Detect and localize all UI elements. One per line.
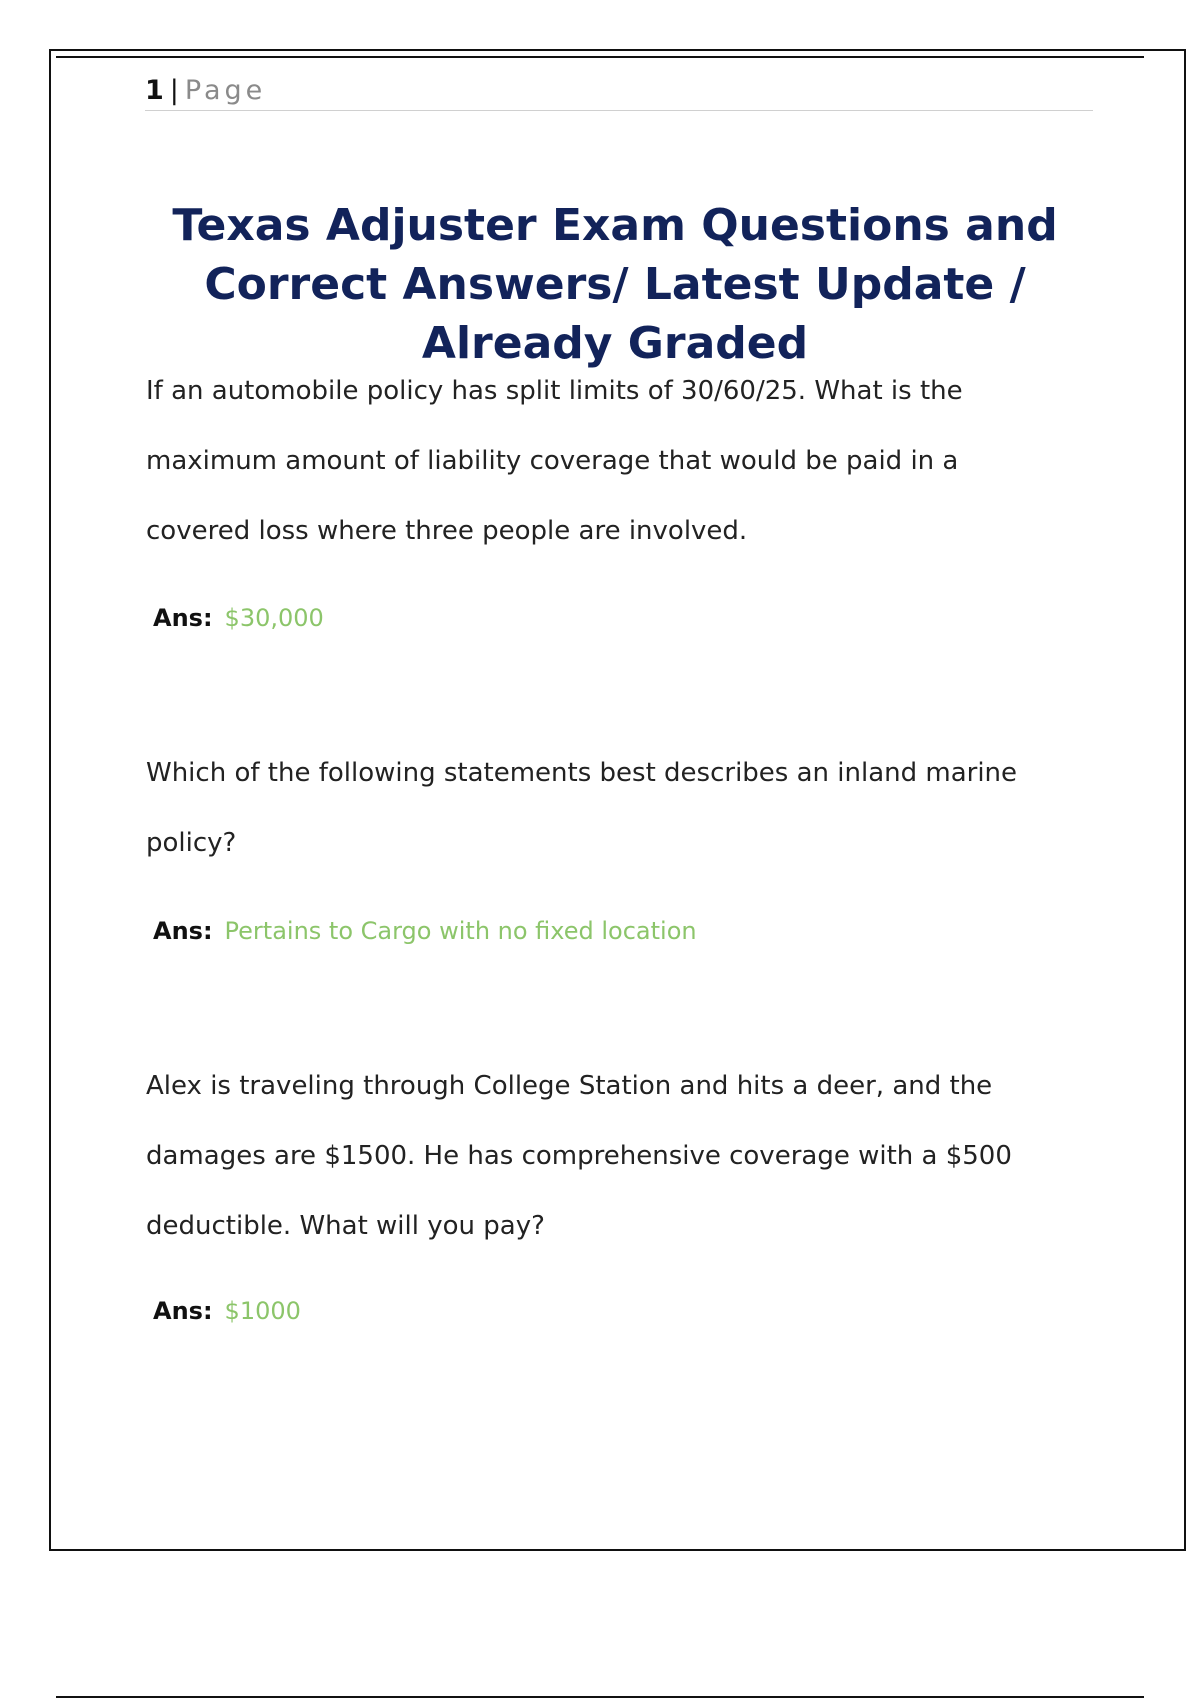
bottom-rule: [56, 1696, 1144, 1698]
question-3: Alex is traveling through College Station and hits a deer, and the damages are $1500. He has comprehensive coverage with a $500 deductible. What will you pay?: [146, 1071, 1012, 1241]
question-2: Which of the following statements best describes an inland marine policy?: [146, 758, 1018, 858]
answer-label: Ans:: [153, 1297, 213, 1325]
answer-2: [153, 916, 697, 946]
question-1: If an automobile policy has split limits of 30/60/25. What is the maximum amount of liability coverage that would be paid in a covered loss where three people are involved.: [146, 376, 963, 546]
top-rule: [56, 56, 1144, 58]
page-label: Page: [184, 75, 267, 106]
answer-label: Ans:: [153, 917, 213, 945]
answer-3: [153, 1296, 301, 1326]
page-separator: |: [169, 75, 179, 106]
page-number: 1: [145, 75, 164, 106]
document-title: Texas Adjuster Exam Questions and Correct Answers/ Latest Update / Already Graded: [172, 200, 1058, 369]
answer-1: [153, 603, 324, 633]
answer-value: Pertains to Cargo with no fixed location: [224, 917, 697, 945]
answer-label: Ans:: [153, 604, 213, 632]
answer-value: $1000: [224, 1297, 301, 1325]
answer-value: $30,000: [224, 604, 324, 632]
page-header: [145, 76, 1093, 111]
